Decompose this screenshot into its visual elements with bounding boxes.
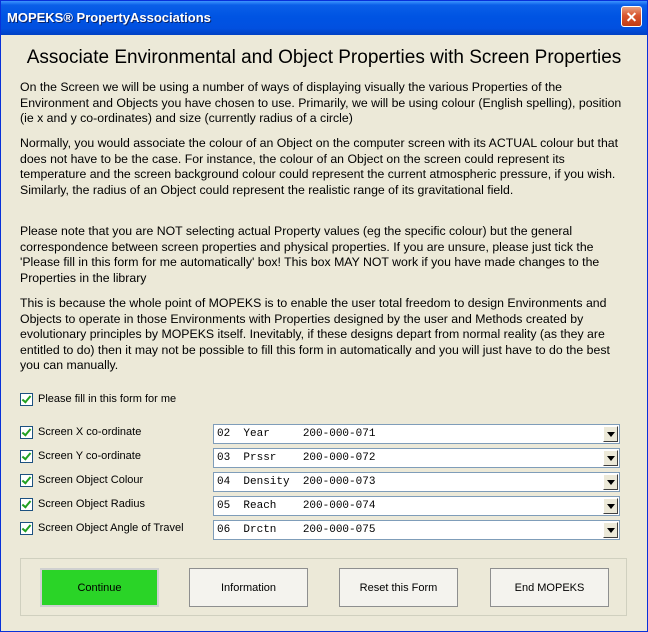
screen-radius-select[interactable] [213,496,620,516]
auto-fill-label: Please fill in this form for me [38,393,177,405]
window-title: MOPEKS® PropertyAssociations [7,10,211,25]
screen-x-select[interactable] [213,424,620,444]
screen-y-label: Screen Y co-ordinate [38,450,141,462]
end-mopeks-button[interactable]: End MOPEKS [490,568,609,607]
screen-angle-checkbox[interactable] [20,522,33,535]
screen-colour-label: Screen Object Colour [38,474,144,486]
screen-colour-select[interactable] [213,472,620,492]
screen-radius-value: 05 Reach 200-000-074 [217,500,376,512]
dropdown-arrow-icon[interactable] [603,474,618,490]
screen-x-value: 02 Year 200-000-071 [217,428,376,440]
auto-fill-option[interactable] [20,391,176,407]
screen-colour-checkbox[interactable] [20,474,33,487]
screen-angle-label: Screen Object Angle of Travel [38,522,184,534]
dropdown-arrow-icon[interactable] [603,522,618,538]
close-icon[interactable] [621,6,642,27]
screen-angle-select[interactable] [213,520,620,540]
screen-y-value: 03 Prssr 200-000-072 [217,452,376,464]
dropdown-arrow-icon[interactable] [603,450,618,466]
screen-colour-value: 04 Density 200-000-073 [217,476,376,488]
paragraph-1: On the Screen we will be using a number of ways of displaying visually the various Properties of the Environment and Objects you have chosen to use. Primarily, we will be using colour (English spelling), position (ie x and y co-ordinates) and size (currently radius of a circle) [20,80,622,125]
title-bar[interactable] [1,1,647,35]
screen-y-checkbox[interactable] [20,450,33,463]
reset-form-button[interactable]: Reset this Form [339,568,458,607]
page-heading: Associate Environmental and Object Properties with Screen Properties [26,47,622,68]
dropdown-arrow-icon[interactable] [603,426,618,442]
paragraph-3: Please note that you are NOT selecting actual Property values (eg the specific colour) but the general correspondence between screen properties and physical properties. If you are unsure, please just tick the 'Please fill in this form for me automatically' box! This box MAY NOT work if you have made changes to the Properties in the library [20,224,600,285]
screen-radius-checkbox[interactable] [20,498,33,511]
property-row-angle[interactable] [20,520,184,536]
auto-fill-checkbox[interactable] [20,393,33,406]
property-row-y[interactable] [20,448,141,464]
property-row-colour[interactable] [20,472,143,488]
property-row-radius[interactable] [20,496,145,512]
screen-x-checkbox[interactable] [20,426,33,439]
screen-x-label: Screen X co-ordinate [38,426,142,438]
paragraph-2: Normally, you would associate the colour of an Object on the computer screen with its ACTUAL colour but that does not have to be the case. For instance, the colour of an Object on the screen could represent its temperature and the screen background colour could represent the current atmospheric pressure, if you wish. Similarly, the radius of an Object could represent the realistic range of its gravitational field. [20,136,619,197]
continue-button[interactable]: Continue [40,568,159,607]
dropdown-arrow-icon[interactable] [603,498,618,514]
screen-angle-value: 06 Drctn 200-000-075 [217,524,376,536]
screen-radius-label: Screen Object Radius [38,498,145,510]
property-row-x[interactable] [20,424,141,440]
paragraph-4: This is because the whole point of MOPEKS is to enable the user total freedom to design Environments and Objects to operate in those Environments with Properties designed by the user and Methods created by evolutionary principles by MOPEKS itself. Inevitably, if these designs depart from normal reality (as they are entitled to do) then it may not be possible to fill this form in automatically and you will just have to do the best you can manually. [20,296,610,372]
screen-y-select[interactable] [213,448,620,468]
information-button[interactable]: Information [189,568,308,607]
